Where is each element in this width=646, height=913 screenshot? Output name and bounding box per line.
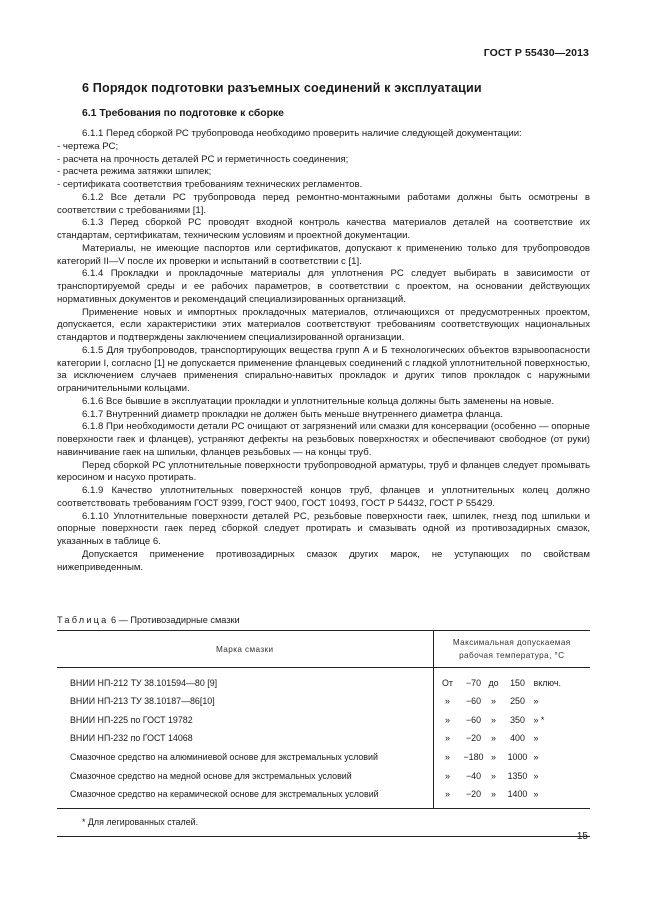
table-header-row <box>57 631 590 668</box>
column-header-brand: Марка смазки <box>57 631 433 668</box>
table-footnote: * Для легированных сталей. <box>57 808 590 836</box>
lubricants-table <box>57 630 590 837</box>
column-header-temperature: Максимальная допускаемая рабочая температура, °С <box>433 631 590 668</box>
lubricant-name: ВНИИ НП-225 по ГОСТ 19782 <box>70 714 193 725</box>
paragraph-imported-materials: Применение новых и импортных прокладочных материалов, отличающихся от предусмотренных проектом, допускается, если характеристики этих материалов соответствуют требованиям соответствующих национальных стандартов и подтверждены заключением специализированной организации. <box>57 306 590 343</box>
list-item: - чертежа РС; <box>57 140 119 152</box>
table-row <box>57 729 590 748</box>
page-number: 15 <box>576 831 588 842</box>
subsection-title: 6.1 Требования по подготовке к сборке <box>82 108 284 119</box>
table-row <box>57 711 590 730</box>
document-code: ГОСТ Р 55430—2013 <box>483 47 589 59</box>
table-row <box>57 668 590 693</box>
lubricant-name: Смазочное средство на алюминиевой основе для экстремальных условий <box>70 752 378 763</box>
paragraph-6-1-5: 6.1.5 Для трубопроводов, транспортирующих вещества групп А и Б технологических объектов взрывоопасности категории I, согласно [1] не допускается применение фланцевых соединений с гладкой уплотнительной поверхностью, за исключением случаев применения спирально-навитых прокладок и других типов прокладок с наружными ограничительными кольцами. <box>57 344 590 394</box>
table-row <box>57 692 590 711</box>
paragraph-materials: Материалы, не имеющие паспортов или сертификатов, допускают к применению только для трубопроводов категорий II—V после их проверки и испытаний в соответствии с [1]. <box>57 242 590 267</box>
temperature-cell: » −60 » 350 » * <box>433 711 590 730</box>
lubricant-name: ВНИИ НП-232 по ГОСТ 14068 <box>70 733 193 744</box>
lubricant-name: Смазочное средство на медной основе для экстремальных условий <box>70 770 352 781</box>
temperature-cell: » −20 » 400 » <box>433 729 590 748</box>
temperature-cell: » −20 » 1400 » <box>433 785 590 808</box>
lubricant-name: ВНИИ НП-213 ТУ 38.10187—86[10] <box>70 696 215 707</box>
temperature-cell: » −180 » 1000 » <box>433 748 590 767</box>
temperature-cell: От −70 до 150 включ. <box>433 668 590 693</box>
paragraph-6-1-8: 6.1.8 При необходимости детали РС очищают от загрязнений или смазки для консервации (особенно — опорные поверхности гаек и фланцев), устраняют дефекты на резьбовых поверхностях и обеспечивают свободное (от руки) навинчивание гаек на шпильки, фланцев резьбовых — на концы труб. <box>57 421 590 458</box>
paragraph-6-1-10: 6.1.10 Уплотнительные поверхности деталей РС, резьбовые поверхности гаек, шпилек, гнезд под шпильки и опорные поверхности гаек перед сборкой следует протирать и смазывать одной из противозадирных смазок, указанных в таблице 6. <box>57 510 590 547</box>
paragraph-6-1-3: 6.1.3 Перед сборкой РС проводят входной контроль качества материалов деталей на соответствие их стандартам, сертификатам, техническим условиям и проектной документации. <box>57 217 590 241</box>
paragraph-6-1-2: 6.1.2 Все детали РС трубопровода перед ремонтно-монтажными работами должны быть осмотрены в соответствии с требованиями [1]. <box>57 191 590 216</box>
paragraph-rinse: Перед сборкой РС уплотнительные поверхности трубопроводной арматуры, труб и фланцев следует промывать керосином и насухо протирать. <box>57 459 590 484</box>
paragraph-6-1-1: 6.1.1 Перед сборкой РС трубопровода необходимо проверить наличие следующей документации: <box>82 128 522 139</box>
temperature-cell: » −60 » 250 » <box>433 692 590 711</box>
lubricant-name: ВНИИ НП-212 ТУ 38.101594—80 [9] <box>70 678 218 688</box>
list-item: - расчета на прочность деталей РС и герметичность соединения; <box>57 153 349 165</box>
table-caption <box>57 615 240 625</box>
paragraph-other-lubricants: Допускается применение противозадирных смазок других марок, не уступающих по свойствам нижеприведенным. <box>57 548 590 573</box>
list-item: - расчета режима затяжки шпилек; <box>57 166 212 178</box>
table-caption-label: Таблица <box>57 615 109 625</box>
paragraph-6-1-4: 6.1.4 Прокладки и прокладочные материалы для уплотнения РС следует выбирать в зависимости от транспортируемой среды и ее рабочих параметров, в соответствии с проектом, на основании действующих нормативных документов и рекомендаций специализированных организаций. <box>57 268 590 305</box>
body-text <box>57 128 590 574</box>
section-title: 6 Порядок подготовки разъемных соединений к эксплуатации <box>82 81 482 95</box>
table-footnote-row <box>57 808 590 836</box>
paragraph-6-1-9: 6.1.9 Качество уплотнительных поверхностей концов труб, фланцев и уплотнительных колец должно соответствовать требованиям ГОСТ 9399, ГОСТ 9400, ГОСТ 10493, ГОСТ Р 54432, ГОСТ Р 55429. <box>57 485 590 509</box>
paragraph-6-1-7: 6.1.7 Внутренний диаметр прокладки не должен быть меньше внутреннего диаметра фланца. <box>82 408 503 420</box>
lubricant-name: Смазочное средство на керамической основе для экстремальных условий <box>70 789 379 800</box>
table-body <box>57 668 590 837</box>
table-row <box>57 748 590 767</box>
table-caption-title: 6 — Противозадирные смазки <box>108 615 240 625</box>
temperature-cell: » −40 » 1350 » <box>433 766 590 785</box>
table-row <box>57 766 590 785</box>
table-row <box>57 785 590 808</box>
paragraph-6-1-6: 6.1.6 Все бывшие в эксплуатации прокладки и уплотнительные кольца должны быть заменены на новые. <box>82 395 555 407</box>
list-item: - сертификата соответствия требованиям технических регламентов. <box>57 179 363 190</box>
